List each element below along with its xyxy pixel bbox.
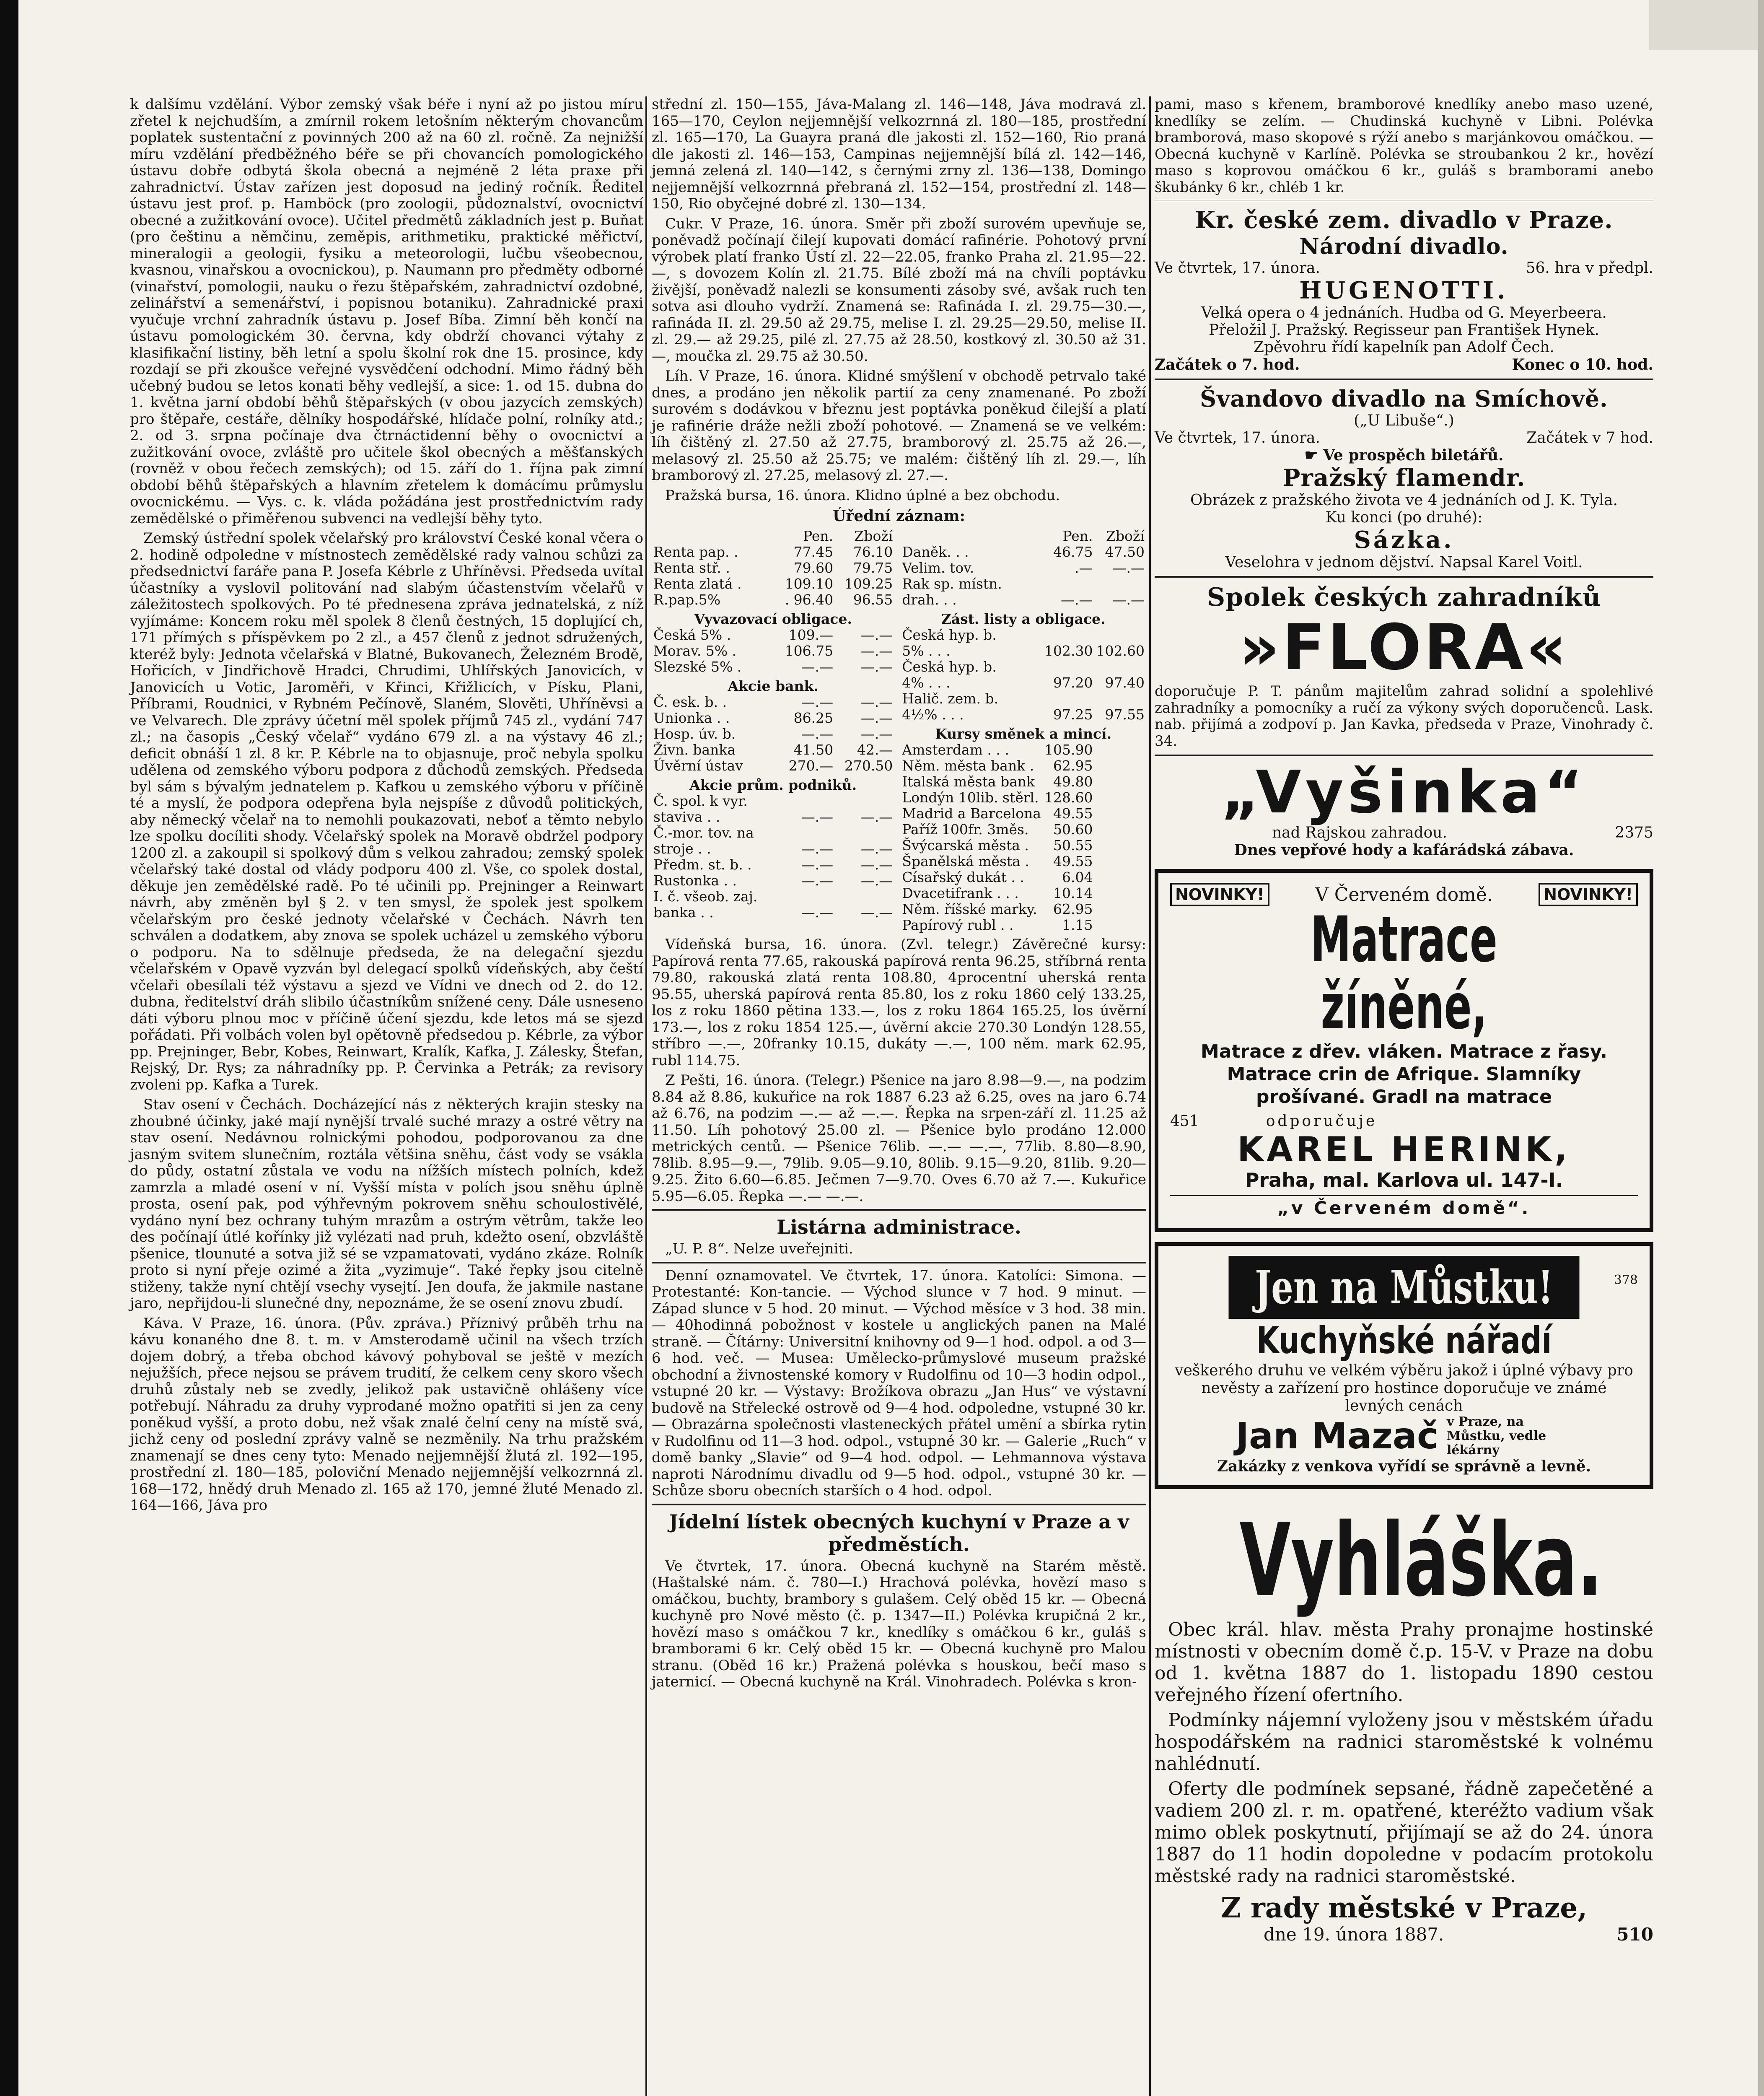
row-value: —.— (860, 627, 893, 643)
row-value: 49.80 (1053, 773, 1093, 790)
divider (1155, 379, 1653, 380)
column-rule (645, 96, 647, 2096)
col-header-zbozi: Zboží (854, 528, 893, 544)
row-label: Londýn 10lib. stěrl. (902, 789, 1039, 806)
row-value: 97.25 (1053, 706, 1093, 723)
table-row (900, 917, 1146, 933)
flora-text: doporučuje P. T. pánům majitelům zahrad solidní a spolehlivé zahradníky a pomocníky a ručí za výkony svých doporučenců. Lask. nab. přijímá a zodpoví p. Jan Kavka, předseda v Praze, Vinohrady č. 34. (1155, 683, 1653, 750)
row-value: 62.95 (1053, 901, 1093, 917)
table-row (652, 873, 894, 889)
bourse-right (900, 527, 1146, 936)
mustek-num: 378 (1614, 1273, 1638, 1287)
row-value: —.— (1061, 591, 1093, 608)
theatre-date-row (1155, 259, 1653, 277)
theatre-desc: Obrázek z pražského života ve 4 jednáních od J. K. Tyla. (1190, 492, 1618, 509)
row-value: 62.95 (1053, 757, 1093, 774)
row-label: Papírový rubl . . (902, 917, 1014, 933)
theatre-desc: Přeložil J. Pražský. Regisseur pan František Hynek. (1208, 322, 1599, 339)
matrace-house: „v Červeném domě“. (1170, 1195, 1638, 1218)
row-value: —.— (860, 659, 893, 675)
table-row (900, 901, 1146, 917)
table-row (900, 691, 1146, 707)
mustek-text: veškerého druhu ve velkém výběru jakož i úplné výbavy pro nevěsty a zařízení pro hostince doporučuje ve známé levných cenách (1175, 1362, 1633, 1414)
vyhlaska-p2: Podmínky nájemní vyloženy jsou v městském úřadu hospodářském na radnici staroměstské k volnému nahlédnutí. (1155, 1709, 1653, 1774)
table-row (900, 822, 1146, 838)
row-value: —.— (801, 904, 834, 921)
table-row (652, 758, 894, 774)
theatre-desc: Velká opera o 4 jednáních. Hudba od G. Meyerbeera. (1201, 304, 1607, 322)
matrace-firm: KAREL HERINK, (1237, 1130, 1571, 1169)
row-value: —.— (801, 856, 834, 873)
row-label: Dvacetifrank . . . (902, 885, 1019, 901)
row-label: Hosp. úv. b. (653, 726, 736, 742)
theatre-date: Ve čtvrtek, 17. února. (1155, 259, 1320, 277)
binding-edge (0, 0, 18, 2096)
row-label: Č. esk. b. . (653, 694, 727, 710)
table-row (900, 592, 1146, 608)
novinky-badge: NOVINKY! (1539, 883, 1638, 906)
prague-bourse-intro: Pražská bursa, 16. února. Klidno úplné a bez obchodu. (665, 487, 1060, 504)
table-row (652, 825, 894, 841)
securities-table (900, 528, 1146, 933)
flora-ad (1155, 583, 1653, 750)
col-header-zbozi: Zboží (1106, 528, 1145, 544)
spirit-report: Líh. V Praze, 16. února. Klidné smýšlení v obchodě petrvalo také dnes, a prodáno jen několik partií za ceny znamenané. Po zboží surovém s dodávkou v březnu jest poptávka poněkud čilejší a platí je rafinérie dráže nežli zboží pohotové. — Znamená se ve velkém: líh čištěný zl. 27.50 až 27.75, bramborový zl. 25.75 až 26.—, melasový zl. 25.50 až 25.75; ve malém: čištěný líh zl. 29.—, líh bramborový zl. 27.25, melasový zl. 27.—. (652, 368, 1146, 484)
table-row (900, 707, 1146, 723)
row-value (1043, 576, 1094, 592)
vysinka-row (1155, 824, 1653, 841)
table-row (652, 560, 894, 576)
matrace-text: Matrace z dřev. vláken. Matrace z řasy. Matrace crin de Afrique. Slamníky prošívané. Gradl na matrace (1201, 1041, 1607, 1108)
mustek-head (1170, 1256, 1638, 1319)
table-row (900, 659, 1146, 675)
row-label: Renta stř. . (653, 560, 730, 576)
row-label: Úvěrní ústav (653, 757, 743, 774)
row-value: 42.— (857, 742, 893, 758)
row-label: Italská města bank (902, 773, 1035, 790)
row-label: stroje . . (653, 840, 711, 857)
row-value: —.— (860, 904, 893, 921)
listarna-text: „U. P. 8“. Nelze uveřejniti. (665, 1240, 853, 1257)
mustek-orders: Zakázky z venkova vyřídí se správně a levně. (1217, 1458, 1591, 1475)
divider (652, 1209, 1146, 1211)
vyhlaska-date: dne 19. února 1887. (1264, 1924, 1444, 1945)
row-value: 105.90 (1044, 742, 1093, 758)
heading-vyvaz: Vyvazovací obligace. (694, 611, 852, 627)
row-value: 49.55 (1053, 805, 1093, 822)
row-label: Renta zlatá . (653, 576, 742, 592)
row-value (835, 793, 894, 809)
row-value: —.— (860, 643, 893, 659)
row-value: —.— (801, 872, 834, 889)
theatre-date-row (1155, 429, 1653, 446)
row-value: 79.75 (853, 560, 893, 576)
row-label: Císařský dukát . . (902, 869, 1024, 885)
vyhlaska-from: Z rady městské v Praze, (1220, 1891, 1588, 1924)
row-label: Paříž 100fr. 3měs. (902, 821, 1029, 838)
row-value: 128.60 (1044, 789, 1093, 806)
row-value: 10.14 (1053, 885, 1093, 901)
row-value (1043, 659, 1094, 675)
novinky-row (1170, 883, 1638, 906)
table-row (652, 841, 894, 857)
table-row (652, 659, 894, 675)
theatre-desc2: Veselohra v jednom dějství. Napsal Karel Voitl. (1225, 554, 1583, 571)
column-rule (1149, 96, 1151, 2096)
menu-heading: Jídelní lístek obecných kuchyní v Praze a v předměstích. (669, 1510, 1129, 1556)
table-row (652, 576, 894, 592)
row-value: —.— (860, 872, 893, 889)
row-value: —.— (860, 840, 893, 857)
column-3 (1155, 96, 1653, 1950)
heading-prum: Akcie prům. podniků. (689, 777, 857, 793)
theatre-org: Kr. české zem. divadlo v Praze. (1195, 206, 1613, 234)
page-edge (1758, 0, 1764, 2096)
coffee-prices-continued: střední zl. 150—155, Jáva-Malang zl. 146—148, Jáva modravá zl. 165—170, Ceylon nejjemnější velkozrnná zl. 180—185, prostřední zl. 165—170, La Guayra praná dle jakosti zl. 152—160, Rio praná dle jakosti zl. 146—153, Campinas nejjemnější bílá zl. 142—146, jemná zelená zl. 140—142, s černými zrny zl. 136—138, Domingo nejjemnější velkozrnná přebraná zl. 152—154, prostřední zl. 148—150, Rio obyčejné dobré zl. 130—134. (652, 96, 1146, 212)
table-row (900, 806, 1146, 822)
row-label: R.pap.5% (653, 591, 721, 608)
table-row (900, 675, 1146, 691)
novinky-badge: NOVINKY! (1170, 883, 1269, 906)
row-value: —.— (801, 659, 834, 675)
national-theatre-ad (1155, 206, 1653, 374)
row-value: —.— (860, 694, 893, 710)
theatre-sub: („U Libuše“.) (1354, 412, 1454, 429)
divider (1155, 755, 1653, 756)
row-label: Česká hyp. b. (902, 627, 997, 643)
vyhlaska-date-row (1155, 1924, 1653, 1945)
menu-continued: pami, maso s křenem, bramborové knedlíky anebo maso uzené, knedlíky se zelím. — Chudinská kuchyně v Libni. Polévka bramborová, maso skopové s rýží anebo s marjánkovou omáčkou. — Obecná kuchyně v Karlíně. Polévka se stroubankou 2 kr., hovězí maso s koprovou omáčkou 6 kr., guláš s bramborami anebo škubánky 6 kr., chléb 1 kr. (1155, 96, 1653, 196)
row-value: 102.30 (1044, 643, 1093, 659)
row-value (775, 793, 835, 809)
row-value (1095, 659, 1146, 675)
table-row (652, 793, 894, 809)
row-label: Něm. města bank . (902, 757, 1034, 774)
table-row (900, 544, 1146, 560)
row-value (835, 889, 894, 905)
row-value: 1.15 (1062, 917, 1093, 933)
row-value: —.— (1112, 591, 1145, 608)
row-label: Předm. st. b. . (653, 856, 752, 873)
vienna-bourse: Vídeňská bursa, 16. února. (Zvl. telegr.) Závěrečné kursy: Papírová renta 77.65, rakouská papírová renta 96.25, stříbrná renta 79.80, rakouská zlatá renta 108.80, 4procentní uherská renta 95.55, uherská papírová renta 85.80, los z roku 1860 celý 133.25, los z roku 1860 pětina 133.—, los z roku 1864 165.25, los úvěrní 173.—, los z roku 1854 125.—, úvěrní akcie 270.30 Londýn 128.55, stříbro —.—, 20franky 10.15, dukáty —.—, 100 něm. mark 62.95, rubl 114.75. (652, 936, 1146, 1069)
row-value: 50.55 (1053, 837, 1093, 853)
row-label: Č.-mor. tov. na (653, 825, 754, 841)
row-value: 106.75 (785, 643, 834, 659)
vysinka-ad (1155, 758, 1653, 859)
theatre-end: Konec o 10. hod. (1512, 356, 1653, 374)
row-label: Madrid a Barcelona (902, 805, 1041, 822)
row-value (1095, 576, 1146, 592)
row-value: 46.75 (1053, 544, 1093, 560)
sugar-report: Cukr. V Praze, 16. února. Směr při zboží surovém upevňuje se, poněvadž počínají čilejí kupovati domácí rafinérie. Pohotový první výrobek platí franko Ústí zl. 22—22.05, franko Praha zl. 21.95—22.—, s dovozem Kolín zl. 21.75. Bílé zboží má na chvíli poptávku živější, poněvadž nalezli se konsumenti zásoby své, avšak ruch ten sotva asi dlouho vydrží. Znamená se: Rafináda I. zl. 29.75—30.—, rafináda II. zl. 29.50 až 29.75, melise I. zl. 29.25—29.50, melise II. zl. 29.— až 29.25, pilé zl. 27.75 až 28.50, kostkový zl. 30.50 až 31.—, moučka zl. 29.75 až 30.50. (652, 215, 1146, 365)
bourse-tables (652, 527, 1146, 936)
table-row (900, 774, 1146, 790)
row-value: . 96.40 (785, 591, 834, 608)
row-label: Amsterdam . . . (902, 742, 1009, 758)
daily-calendar: Denní oznamovatel. Ve čtvrtek, 17. února. Katolíci: Simona. — Protestanté: Kon-tancie. — Východ slunce v 7 hod. 9 minut. — Západ slunce v 5 hod. 20 minut. — Východ měsíce v 3 hod. 38 min. — 40hodinná pobožnost v kostele u anglických panen na Malé straně. — Čítárny: Universitní knihovny od 9—1 hod. odpol. a od 3—6 hod. več. — Musea: Umělecko-průmyslové museum pražské obchodní a živnostenské komory v Rudolfinu od 10—3 hodin odpol., vstupné 20 kr. — Výstavy: Brožíkova obrazu „Jan Hus“ ve výstavní budově na Střelecké ostrově od 9—4 hod. odpoledne, vstupné 30 kr. — Obrazárna společnosti vlasteneckých přátel umění a sbírka rytin v Rudolfinu od 11—3 hod. odpol., vstupné 30 kr. — Galerie „Ruch“ v domě banky „Slavie“ od 9—4 hod. odpol. — Lehmannova výstava naproti Národnímu divadlu od 9—5 hod. odpol., vstupné 30 kr. — Schůze sboru obecních starších o 4 hod. odpol. (652, 1267, 1146, 1499)
row-label: I. č. všeob. zaj. (653, 888, 758, 905)
row-value: 97.40 (1105, 674, 1145, 691)
heading-zast: Zást. listy a obligace. (941, 611, 1106, 627)
row-label: Slezské 5% . (653, 659, 742, 675)
table-row (652, 592, 894, 608)
mustek-ad (1155, 1242, 1653, 1489)
article-beekeepers: Zemský ústřední spolek včelařský pro království České konal včera o 2. hodině odpoledne v místnostech zemědělské rady valnou schůzi za předsednictví faráře pana P. Josefa Kébrle z Uhříněvsi. Předseda uvítal účastníky a vyslovil politování nad slabým účastenstvím včelařů v záležitostech spolkových. Po té přednesena zpráva jednatelská, z níž vyjímáme: Koncem roku měl spolek 8 členů čestných, 15 doplující ch, 171 přímých s příspěvkem po 2 zl., a 457 členů z jednot sdružených, kteréž byly: Jednota včelařská v Blatné, Bukovanech, Železném Brodě, Hořicích, v Jindřichově Hradci, Chrudimi, Uhlířských Janovicích, v Janovicích u Votic, Jaroměři, v Křinci, Křižlicích, v Písku, Plani, Příbrami, Roudnici, v Rybném Pečínově, Slaném, Slověti, Uhříněvsi a ve Velvarech. Dle zprávy účetní měl spolek příjmů 745 zl., vydání 747 zl.; na časopis „Český včelař“ vydáno 679 zl. a na výstavy 46 zl.; deficit obnáší 1 zl. 8 kr. P. Kébrle na to objasnuje, proč nebyla spolku udělena od zemského výboru podpora z důchodů zemských. Předseda byl sám s bývalým jednatelem p. Kafkou u zemského výboru v příčině té a myslí, že podpora odepřena byla nejspíše z důvodů politických, aby německý včelař na to nemohli poukazovati, neboť a těmto nebylo lze spolku docíliti shody. Včelařský spolek na Moravě obdržel podpory 1200 zl. a zakoupil si spolkový dům s velkou zahradou; zemský spolek včelařský také dostal od vlády podporu 400 zl. Vše, co spolek dostal, děkuje jen zemědělské radě. Po té učinili pp. Prejninger a Reinwart návrh, aby změněn byl § 2. v ten smysl, že spolek jest spolkem včelařským pro české jednoty včelařské v Čechách. Návrh ten schválen a dodatkem, aby znova se spolek ucházel u zemského výboru o podporu. Na to sdělnuje předseda, že na delegační sjezdu včelařském v Opavě vyzván byl delegací spolků vídeňských, aby čeští včelaři obesílali též výstavu a sjezd ve Vídni ve dnech od 2. do 12. dubna, ředitelství dráh slibilo účastníkům snížené ceny. Dále usneseno dáti výboru plnou moc v příčině účení sjezdu, kde letos má se sjezd pořádati. Při volbách volen byl opětovně předsedou p. Kébrle, za výbor pp. Prejninger, Bebr, Kobes, Reinwart, Kralík, Kafka, J. Zálesky, Štefan, Rejský, Dr. Rys; za náhradníky pp. P. Červinka a Petrák; za revisory zvoleni pp. Kafka a Turek. (130, 530, 643, 1093)
row-value: 97.20 (1053, 674, 1093, 691)
vyhlaska-notice (1155, 1502, 1653, 1945)
theatre-play: Pražský flamendr. (1282, 464, 1526, 492)
pest-report: Z Pešti, 16. února. (Telegr.) Pšenice na jaro 8.98—9.—, na podzim 8.84 až 8.86, kukuřice na rok 1887 6.23 až 6.25, oves na jaro 6.74 až 6.76, na podzim —.— až —.—. Řepka na srpen-září zl. 11.25 až 11.50. Líh pohotový 25.00 zl. — Pšenice bylo prodáno 12.000 metrických centů. — Pšenice 76lib. —.— —.—, 77lib. 8.80—8.90, 78lib. 8.95—9.—, 79lib. 9.05—9.10, 80lib. 9.15—9.20, 81lib. 9.20—9.25. Žito 6.60—6.85. Ječmen 7—9.70. Oves 6.70 až 7.—. Kukuřice 5.95—6.05. Řepka —.— —.—. (652, 1072, 1146, 1205)
table-row (900, 885, 1146, 901)
matrace-num: 451 (1170, 1113, 1199, 1130)
row-label: staviva . . (653, 809, 720, 825)
theatre-times (1155, 356, 1653, 374)
vysinka-logo: „Vyšinka“ (1221, 758, 1587, 827)
flora-heading: Spolek českých zahradníků (1207, 583, 1601, 612)
row-label: Švýcarská města . (902, 837, 1029, 853)
row-label: Halič. zem. b. (902, 690, 999, 707)
row-value: —.— (801, 840, 834, 857)
table-row (652, 643, 894, 659)
row-value: 270.50 (844, 757, 893, 774)
row-value (1095, 691, 1146, 707)
row-label: 4% . . . (902, 674, 951, 691)
mustek-sub: Kuchyňské nářadí (1256, 1319, 1552, 1362)
mustek-addr: v Praze, na Můstku, vedle lékárny (1446, 1414, 1546, 1458)
row-label: Č. spol. k vyr. (653, 793, 748, 809)
vyhlaska-p1: Obec král. hlav. města Prahy pronajme hostinské místnosti v obecním domě č.p. 15-V. v Praze na dobu od 1. května 1887 do 1. listopadu 1890 cestou veřejného řízení ofertního. (1155, 1619, 1653, 1706)
novinky-mid: V Červeném domě. (1315, 884, 1493, 905)
matrace-recommends: odporučuje (1266, 1113, 1378, 1130)
table-row (900, 560, 1146, 576)
row-value: 109.25 (844, 576, 893, 592)
theatre-subscription: 56. hra v předpl. (1526, 259, 1653, 277)
row-value: 76.10 (853, 544, 893, 560)
row-value: 109.10 (785, 576, 834, 592)
table-row (900, 838, 1146, 853)
row-label: Rak sp. místn. (902, 576, 1002, 592)
row-value: 79.60 (793, 560, 834, 576)
row-value (1095, 627, 1146, 643)
theatre-start: Začátek o 7. hod. (1155, 356, 1300, 374)
vyhlaska-title: Vyhláška. (1239, 1502, 1603, 1619)
row-label: Španělská města . (902, 853, 1029, 869)
matrace-row (1170, 1113, 1638, 1130)
row-value (1043, 691, 1094, 707)
flora-logo: »FLORA« (1239, 611, 1569, 684)
row-value: 96.55 (853, 591, 893, 608)
table-row (900, 853, 1146, 869)
table-row (652, 809, 894, 825)
column-2 (652, 96, 1146, 1694)
row-label: Česká 5% . (653, 627, 731, 643)
row-value: —.— (801, 809, 834, 825)
official-record-heading: Úřední záznam: (833, 507, 965, 525)
table-row (652, 694, 894, 710)
row-value (775, 825, 835, 841)
menu-text: Ve čtvrtek, 17. února. Obecná kuchyně na Starém městě. (Haštalské nám. č. 780—I.) Hrachová polévka, hovězí maso s omáčkou, buchty, brambory s gulašem. Celý oběd 15 kr. — Obecná kuchyně pro Nové město (č. p. 1347—II.) Polévka krupičná 2 kr., hovězí maso s omáčkou 7 kr., knedlíky s omáčkou 6 kr., guláš s bramborami 6 kr. Celý oběd 15 kr. — Obecná kuchyně pro Malou stranu. (Oběd 16 kr.) Pražená polévka s houskou, bečí maso s jaternicí. — Obecná kuchyně na Král. Vinohradech. Polévka s kron- (652, 1557, 1146, 1690)
vysinka-sub: nad Rajskou zahradou. (1272, 824, 1447, 841)
row-label: 4½% . . . (902, 706, 964, 723)
table-row (900, 758, 1146, 774)
row-label: Rustonka . . (653, 872, 737, 889)
row-value: —.— (860, 726, 893, 742)
heading-kursy: Kursy směnek a mincí. (935, 726, 1112, 742)
row-value: 77.45 (793, 544, 834, 560)
table-row (652, 627, 894, 643)
torn-corner (1649, 0, 1758, 50)
table-row (900, 790, 1146, 806)
theatre-benefit (1155, 446, 1653, 464)
vyhlaska-num: 510 (1616, 1924, 1653, 1945)
row-value: —.— (860, 809, 893, 825)
row-value: —.— (860, 710, 893, 726)
row-value (835, 825, 894, 841)
table-row (652, 742, 894, 758)
row-label: Renta pap. . (653, 544, 738, 560)
table-row (900, 869, 1146, 885)
vysinka-num: 2375 (1615, 824, 1653, 841)
row-value (775, 889, 835, 905)
divider (1155, 576, 1653, 578)
vysinka-text: Dnes vepřové hody a kafárádská zábava. (1234, 841, 1574, 859)
table-row (652, 726, 894, 742)
pointing-hand-icon: ☛ (1304, 446, 1324, 464)
divider (1155, 200, 1653, 201)
row-value: 41.50 (793, 742, 834, 758)
matrace-ad (1155, 869, 1653, 1232)
row-label: 5% . . . (902, 643, 951, 659)
matrace-title: Matrace žíněné, (1311, 903, 1497, 1043)
theatre-play: HUGENOTTI. (1299, 277, 1509, 304)
row-value: 6.04 (1062, 869, 1093, 885)
svanda-theatre-ad (1155, 385, 1653, 571)
table-row (652, 857, 894, 873)
row-label: drah. . . (902, 591, 957, 608)
table-row (652, 710, 894, 726)
row-value: 86.25 (793, 710, 834, 726)
row-label: banka . . (653, 904, 714, 921)
table-row (900, 643, 1146, 659)
theatre-desc: Zpěvohru řídí kapelník pan Adolf Čech. (1254, 339, 1554, 356)
row-value: 49.55 (1053, 853, 1093, 869)
row-label: Něm. říšské marky. (902, 901, 1037, 917)
article-crop-status: Stav osení v Čechách. Docházející nás z některých krajin stesky na zhoubné účinky, jaké mají nynější trvalé suché mrazy a ostré větry na stav osení. Nedávnou rolnickými pohodou, podporovanou za dne jasným svitem slunečním, roztála většina sněhu, část vody se vsákla do půdy, ostatní zůstala ve vodu na nížších místech polních, kdež zamrzla a mladé osení v ní. Vyšší místa v polích jsou sněhu úplně prosta, osení pak, pod výhřevným pokrovem sněhu schoulostivělé, vydáno nyní bez ochrany tuhým mrazům a ostrým větrům, takže leo des počínají útlé kořínky již vylézati nad pruh, kdežto osení, obzvláště pšenice, tlounuté a sotva již sé se vzpamatovati, vydáno zkáze. Rolník proto si nyní přeje ozimé a žita „vyzimuje“. Také řepky jsou citelně stiženy, takže nyní chtějí vsechy vysejtí. Jen doufa, že jakmile nastane jaro, nepřijdou-li slunečné dny, nepoznáme, že se osení znovu zbudí. (130, 1096, 643, 1312)
row-value: —.— (1112, 560, 1145, 576)
row-value: 47.50 (1105, 544, 1145, 560)
article-coffee: Káva. V Praze, 16. února. (Pův. zpráva.) Příznivý průběh trhu na kávu konaného dne 8. t. m. v Amsterodamě učinil na všech trzích dojem dobrý, a třeba obchod kávový pohyboval se ještě v mezích nejužších, přece nejsou se právem trudití, že celkem ceny skoro všech druhů zůstaly neb se zvedly, jelikož pak ustavičně ohlášeny více potřebují. Náhradu za druhy vyprodané možno opatřiti si jen za ceny poněkud vyšší, a proto dobu, než však znalé čelní ceny na místě svá, jichž ceny od poslední zprávy valně se nezměnily. Na trhu pražském znamenají se dnes ceny tyto: Menado nejjemnější žlutá zl. 192—195, prostřední zl. 180—185, poloviční Menado nejjemnější velkozrnná zl. 168—172, hnědý druh Menado zl. 165 až 170, jemné žluté Menado zl. 164—166, Jáva pro (130, 1315, 643, 1514)
renta-table (652, 528, 894, 921)
vyhlaska-p3: Oferty dle podmínek sepsané, řádně zapečetěné a vadiem 200 zl. r. m. opatřené, kteréžto vadium však mimo oblek poskytnutí, přijímají se až do 24. února 1887 do 11 hodin dopoledne v podacím protokolu městské rady na radnici staroměstské. (1155, 1778, 1653, 1887)
table-row (652, 889, 894, 905)
row-label: Morav. 5% . (653, 643, 737, 659)
theatre-date: Ve čtvrtek, 17. února. (1155, 429, 1320, 446)
row-value: 270.— (788, 757, 834, 774)
article-pomology-continued: k dalšímu vzdělání. Výbor zemský však béře i nyní až po jistou míru zřetel k nejchudším, a zmírnil rokem letošním některým chovancům poplatek sustentační z povinných 200 až na 60 zl. ročně. Za nejnižší míru vzdělání předběžného béře se při chovancích pomologického ústavu dobře odbytá škola obecná a nejméně 2 léta praxe při zahradnictví. Ústav zařízen jest doposud na jediný ročník. Ředitel ústavu jest prof. p. Hamböck (pro zoologii, půdoznalství, ovocnictví obecné a zužitkování ovoce). Učitel předmětů základních jest p. Buňat (pro češtinu a němčinu, zeměpis, arithmetiku, praktické měřictví, mineralogii a geologii, fysiku a meteorologii, lučbu všeobecnou, kvasnou, vinařskou a ovocnickou), p. Naumann pro předměty odborné (vinařství, pomologii, nauku o řezu štěpařském, zahradnictví ozdobné, zelinářství a semenářství, i popisnou botaniku). Zahradnické praxi vyučuje vrchní zahradník ústavu p. Josef Bíba. Zimní běh končí na ústavu pomologickém 30. června, kdy obdrží chovanci výtahy z klasifikační listiny, běh letní a spolu školní rok dne 15. prosince, kdy rozdají se při zkoušce veřejné vysvědčení odchodní. Mimo řádný běh učebný budou se letos konati běhy vedlejší, a sice: 1. od 15. dubna do 1. května jarní období běhů štěpařských (v obou jazycích zemských) pro štěpaře, cestáře, dělníky hospodářské, hlídače polní, rolníky atd.; 2. od 3. srpna počínaje dva čtrnáctidenní běhy o ovocnictví a zužitkování ovoce, zvláště pro učitele škol obecných a měšťanských (rovněž v obou řečech zemských); od 15. září do 1. října pak zimní období běhů štěpařských a hlavním zřetelem k domácímu průmyslu ovocnickému. — Vys. c. k. vláda požádána jest prostřednictvím rady zemědělské o přiměřenou subvenci na vedlejší běhy tyto. (130, 96, 643, 527)
row-label: Živn. banka (653, 742, 736, 758)
bourse-left (652, 527, 894, 936)
row-value: 50.60 (1053, 821, 1093, 838)
row-value: 109.— (788, 627, 834, 643)
matrace-addr: Praha, mal. Karlova ul. 147-I. (1245, 1169, 1563, 1191)
row-value: —.— (860, 856, 893, 873)
table-row (900, 742, 1146, 758)
theatre-endpiece-label: Ku konci (po druhé): (1325, 509, 1483, 526)
row-value (1043, 627, 1094, 643)
table-row (900, 576, 1146, 592)
row-label: Unionka . . (653, 710, 730, 726)
listarna-heading: Listárna administrace. (777, 1216, 1021, 1238)
row-value: .— (1075, 560, 1093, 576)
benefit-text: Ve prospěch biletářů. (1323, 446, 1504, 464)
row-label: Daněk. . . (902, 544, 969, 560)
row-value: —.— (801, 726, 834, 742)
row-label: Česká hyp. b. (902, 659, 997, 675)
theatre-name: Národní divadlo. (1299, 234, 1509, 259)
mustek-firm: Jan Mazač (1236, 1415, 1438, 1457)
row-label: Velim. tov. (902, 560, 974, 576)
col-header-pen: Pen. (803, 528, 834, 544)
table-row (652, 905, 894, 921)
table-row (900, 627, 1146, 643)
column-1 (130, 96, 643, 1518)
row-value: 102.60 (1096, 643, 1145, 659)
mustek-title: Jen na Můstku! (1229, 1256, 1580, 1319)
divider (652, 1504, 1146, 1505)
theatre-name: Švandovo divadlo na Smíchově. (1200, 385, 1608, 412)
table-row (652, 544, 894, 560)
theatre-play2: Sázka. (1354, 526, 1454, 554)
mustek-firm-row (1170, 1415, 1638, 1458)
theatre-start: Začátek v 7 hod. (1526, 429, 1653, 446)
col-header-pen: Pen. (1062, 528, 1093, 544)
divider (652, 1262, 1146, 1263)
heading-akcie: Akcie bank. (728, 678, 819, 694)
row-value: —.— (801, 694, 834, 710)
row-value: 97.55 (1105, 706, 1145, 723)
